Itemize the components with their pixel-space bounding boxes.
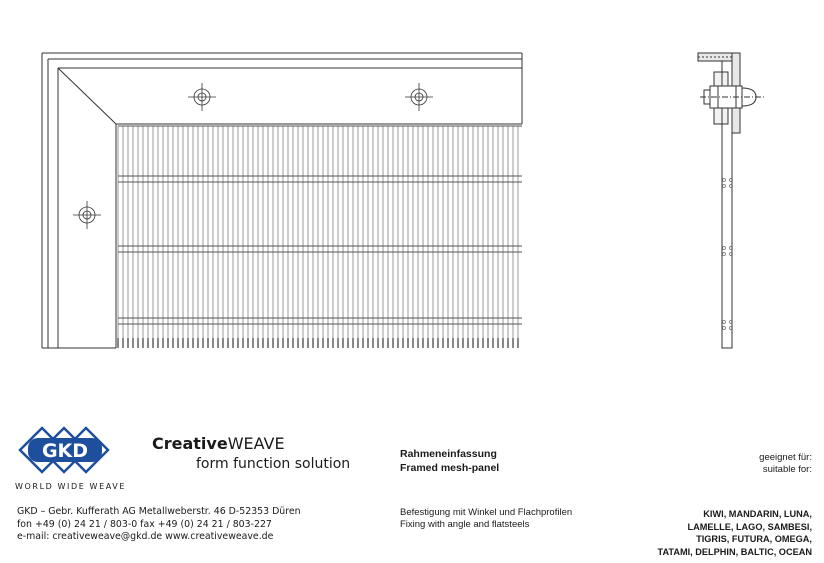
company-address (17, 506, 301, 544)
description-english: Fixing with angle and flatsteels (400, 519, 530, 530)
contact-line: fon +49 (0) 24 21 / 803-0 fax +49 (0) 24 21 / 803-227 (17, 518, 272, 530)
slogan: form function solution (196, 456, 351, 472)
web-line: e-mail: creativeweave@gkd.de www.creativeweave.de (17, 531, 274, 542)
title-english: Framed mesh-panel (400, 462, 500, 474)
products-line: TATAMI, DELPHIN, BALTIC, OCEAN (657, 546, 812, 557)
suitable-products-list (658, 508, 812, 558)
frame-front-view (42, 53, 522, 348)
products-line: KIWI, MANDARIN, LUNA, (703, 509, 812, 519)
side-section-view (698, 53, 764, 348)
bolt-hole-icon (73, 201, 101, 229)
bolt-hole-icon (188, 83, 216, 111)
creativeweave-wordmark: CreativeWEAVE (152, 434, 285, 453)
mesh-pattern (118, 126, 522, 348)
products-line: TIGRIS, FUTURA, OMEGA, (696, 534, 812, 545)
bolt-hole-icon (405, 83, 433, 111)
suitable-label-english: suitable for: (762, 464, 812, 475)
title-german: Rahmeneinfassung (400, 448, 497, 460)
suitable-label-german: geeignet für: (759, 452, 812, 463)
products-line: LAMELLE, LAGO, SAMBESI, (687, 521, 812, 532)
description-german: Befestigung mit Winkel und Flachprofilen (400, 507, 573, 518)
brand-tagline: WORLD WIDE WEAVE (15, 482, 127, 491)
logo-text: GKD (41, 440, 89, 462)
address-line: GKD – Gebr. Kufferath AG Metallweberstr. 46 D-52353 Düren (17, 506, 301, 517)
